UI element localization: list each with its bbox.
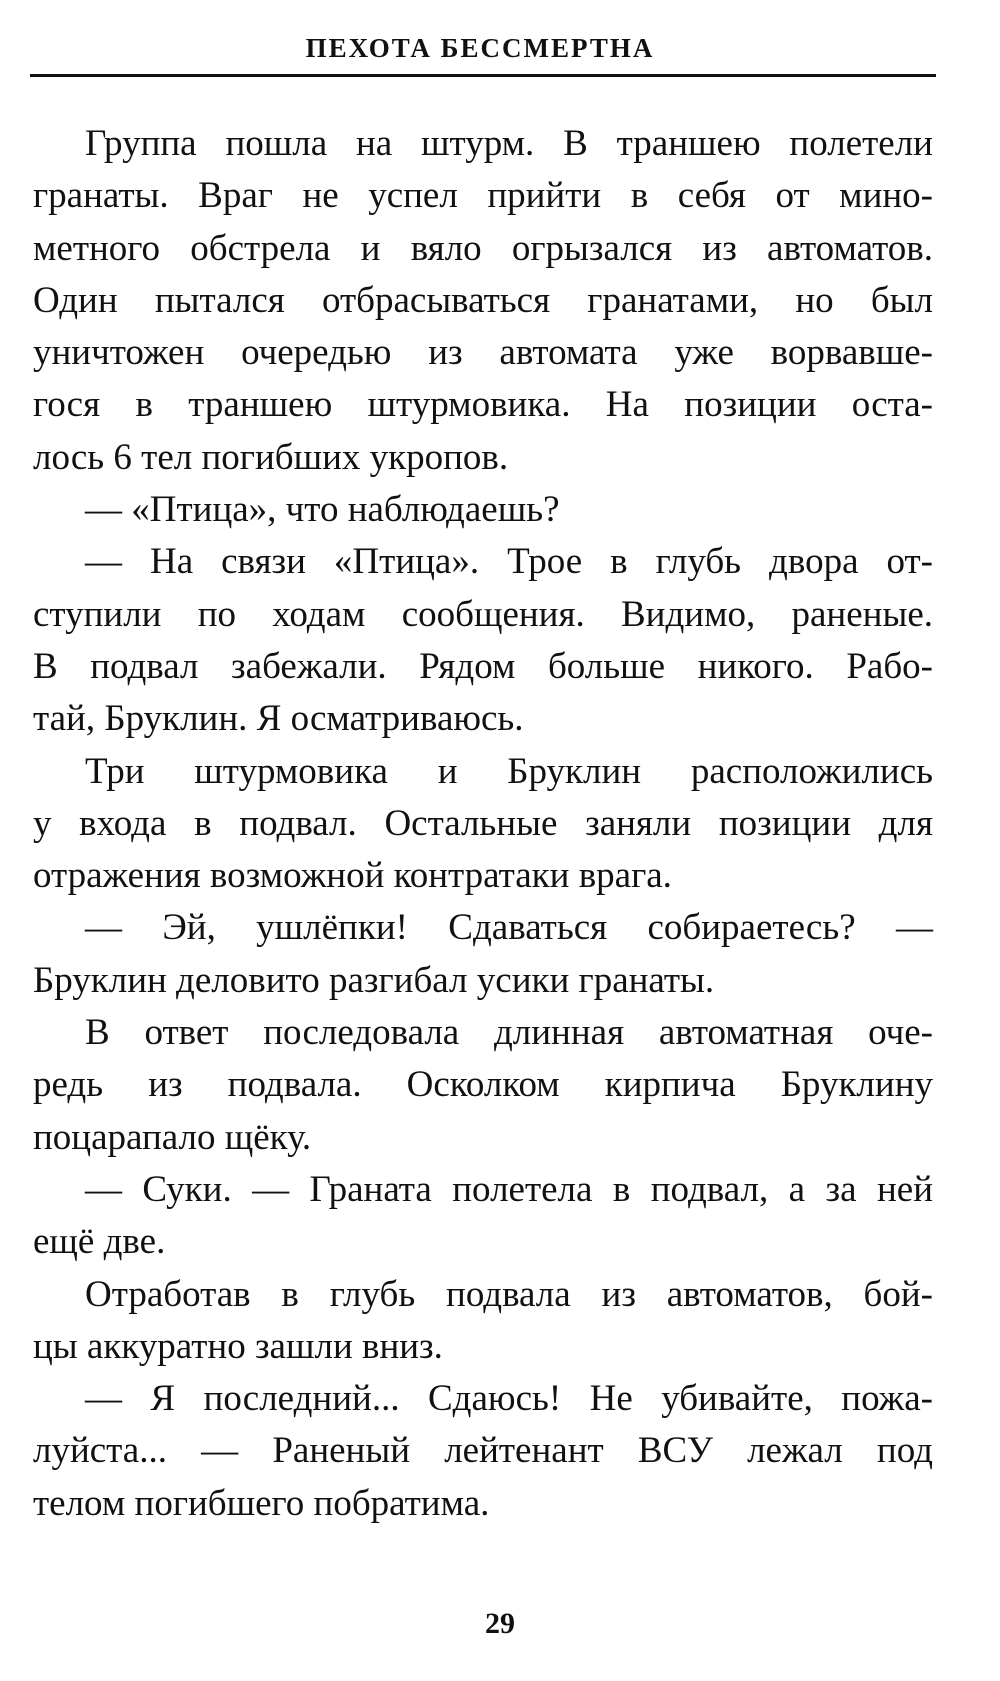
text-line: редь из подвала. Осколком кирпича Бруклину xyxy=(33,1064,933,1106)
text-line: лось 6 тел погибших укропов. xyxy=(33,436,509,478)
running-head: ПЕХОТА БЕССМЕРТНА xyxy=(305,33,655,63)
text-line: Три штурмовика и Бруклин расположились xyxy=(85,750,933,792)
text-line: у входа в подвал. Остальные заняли позиции для xyxy=(33,802,933,844)
text-line: телом погибшего побратима. xyxy=(33,1482,490,1524)
text-line: ступили по ходам сообщения. Видимо, раненые. xyxy=(33,593,933,635)
text-line: — Эй, ушлёпки! Сдаваться собираетесь? — xyxy=(85,907,933,949)
text-line: цы аккуратно зашли вниз. xyxy=(33,1325,443,1367)
text-line: — «Птица», что наблюдаешь? xyxy=(85,489,560,531)
text-line: Бруклин деловито разгибал усики гранаты. xyxy=(33,959,715,1001)
text-line: Группа пошла на штурм. В траншею полетели xyxy=(85,123,933,164)
text-line: Один пытался отбрасываться гранатами, но был xyxy=(33,279,933,321)
body-text xyxy=(33,118,933,1530)
text-line: тай, Бруклин. Я осматриваюсь. xyxy=(33,698,524,740)
text-line: метного обстрела и вяло огрызался из автоматов. xyxy=(33,227,933,269)
header-rule xyxy=(30,74,936,77)
text-line: поцарапало щёку. xyxy=(33,1116,312,1158)
text-line: отражения возможной контратаки врага. xyxy=(33,855,672,897)
text-line: гранаты. Враг не успел прийти в себя от мино- xyxy=(33,175,933,217)
text-line: — Суки. — Граната полетела в подвал, а за ней xyxy=(85,1168,933,1210)
text-line: гося в траншею штурмовика. На позиции оста- xyxy=(33,384,933,426)
text-line: уничтожен очередью из автомата уже ворвавше- xyxy=(33,332,933,374)
text-line: ещё две. xyxy=(33,1221,166,1263)
text-line: — Я последний... Сдаюсь! Не убивайте, пожа- xyxy=(85,1378,933,1420)
text-line: В ответ последовала длинная автоматная оче- xyxy=(85,1012,933,1054)
text-line: луйста... — Раненый лейтенант ВСУ лежал под xyxy=(33,1430,933,1472)
text-line: Отработав в глубь подвала из автоматов, бой- xyxy=(85,1273,933,1315)
page-number: 29 xyxy=(485,1607,515,1640)
text-line: — На связи «Птица». Трое в глубь двора от- xyxy=(85,541,933,583)
text-line: В подвал забежали. Рядом больше никого. Рабо- xyxy=(33,645,933,687)
